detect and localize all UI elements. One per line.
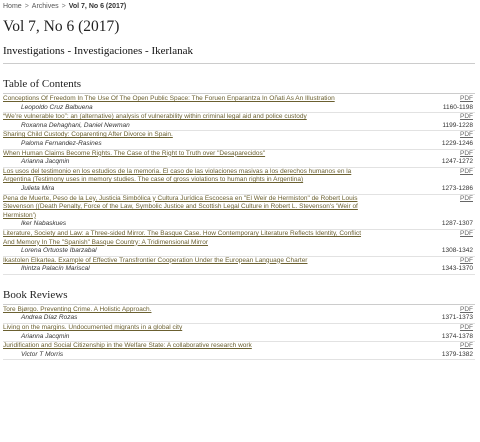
article-title-link[interactable]: Ikastolen Elkartea. Example of Effective Transfrontier Cooperation Under the European Language Charter	[3, 256, 308, 264]
article-authors: Andrea Díaz Rozas	[21, 314, 78, 322]
galley-cell	[413, 230, 475, 247]
pdf-galley-link[interactable]: PDF	[460, 113, 473, 121]
breadcrumb-archives-link[interactable]: Archives	[31, 3, 59, 10]
pdf-galley-link[interactable]: PDF	[460, 149, 473, 157]
article-title-link[interactable]: Literature, Society and Law: a Three-sided Mirror. The Basque Case. How Contemporary Literature Reflects Identity, Conflict And Memory In The "Spanish" Basque Country: A Tridimensional Mirror	[3, 229, 362, 246]
article-authors: Paloma Fernandez-Rasines	[21, 139, 102, 147]
article-pages: 1160-1198	[442, 103, 473, 111]
galley-cell	[413, 324, 475, 333]
article-authors: Roxanna Dehaghani, Daniel Newman	[21, 121, 130, 129]
article-pages: 1308-1342	[441, 247, 473, 255]
article-authors: Ihintza Palacín Mariscal	[21, 265, 90, 273]
article-divider	[3, 359, 475, 360]
article-title-cell	[3, 113, 363, 122]
article-authors: Arianna Jacqmin	[21, 332, 70, 340]
article-title-link[interactable]: Sharing Child Custody: Coparenting After Divorce in Spain.	[3, 131, 173, 139]
article-title-cell	[3, 230, 363, 247]
galley-cell	[413, 257, 475, 266]
pdf-galley-link[interactable]: PDF	[460, 229, 473, 237]
breadcrumb	[3, 1, 475, 13]
article-title-link[interactable]: Juridification and Social Citizenship in the Welfare State: A collaborative research work	[3, 342, 252, 350]
galley-cell	[413, 95, 475, 104]
section-heading: Table of Contents	[3, 78, 82, 90]
galley-cell	[413, 306, 475, 315]
pdf-galley-link[interactable]: PDF	[460, 131, 473, 139]
galley-cell	[413, 168, 475, 185]
section-divider	[3, 304, 475, 305]
article-authors: Victor T Morris	[21, 350, 64, 358]
header-divider	[3, 63, 475, 64]
section-divider	[3, 93, 475, 94]
article-entry	[3, 230, 475, 256]
article-title-cell	[3, 257, 363, 266]
article-title-cell	[3, 95, 363, 104]
article-pages: 1287-1307	[441, 220, 473, 228]
article-pages: 1199-1228	[442, 121, 473, 129]
article-title-link[interactable]: Conceptions Of Freedom In The Use Of The Open Public Space: The Foruen Enparantza In Oñati As An Illustration	[3, 95, 335, 102]
article-title-cell	[3, 195, 363, 221]
article-authors: Arianna Jacqmin	[21, 158, 70, 166]
article-entry	[3, 306, 475, 323]
section-heading: Book Reviews	[3, 288, 68, 301]
article-title-cell	[3, 306, 363, 315]
issue-subtitle: Investigations - Investigaciones - Ikerlanak	[3, 45, 193, 57]
page-content	[3, 0, 475, 360]
galley-cell	[413, 113, 475, 122]
breadcrumb-home-link[interactable]: Home	[3, 3, 22, 10]
galley-cell	[413, 150, 475, 159]
pdf-galley-link[interactable]: PDF	[460, 305, 473, 313]
article-entry	[3, 95, 475, 112]
breadcrumb-separator: >	[61, 3, 66, 10]
breadcrumb-current: Vol 7, No 6 (2017)	[68, 3, 127, 10]
article-entry	[3, 324, 475, 341]
article-title-link[interactable]: Living on the margins. Undocumented migrants in a global city	[3, 324, 183, 332]
article-authors: Leopoldo Cruz Balbuena	[21, 103, 93, 111]
article-title-link[interactable]: “We’re vulnerable too”: an (alternative) analysis of vulnerability within criminal legal aid and police custody	[3, 113, 307, 121]
article-title-cell	[3, 131, 363, 140]
article-authors: Iker Nabaskues	[21, 220, 67, 228]
article-entry	[3, 195, 475, 229]
article-entry	[3, 168, 475, 194]
article-title-link[interactable]: Los usos del testimonio en los estudios de la memoria. El caso de las violaciones masivas a los derechos humanos en la Argentina (Testimony uses in memory studies. The case of gross violations to human rights in Argentina)	[3, 167, 352, 184]
article-title-cell	[3, 150, 363, 159]
galley-cell	[413, 131, 475, 140]
article-title-cell	[3, 168, 363, 185]
galley-cell	[413, 195, 475, 221]
article-entry	[3, 342, 475, 359]
article-title-link[interactable]: Tore Bjørgo. Preventing Crime. A Holistic Approach.	[3, 305, 152, 313]
article-entry	[3, 113, 475, 130]
article-pages: 1374-1378	[441, 332, 473, 340]
article-authors: Lorena Ortuoste Ibarzabal	[21, 247, 97, 255]
sections-container	[3, 77, 475, 360]
pdf-galley-link[interactable]: PDF	[460, 256, 473, 264]
article-pages: 1247-1272	[441, 158, 473, 166]
article-pages: 1379-1382	[441, 350, 473, 358]
article-entry	[3, 257, 475, 274]
pdf-galley-link[interactable]: PDF	[460, 194, 473, 202]
article-pages: 1273-1286	[441, 184, 473, 192]
article-entry	[3, 150, 475, 167]
article-title-link[interactable]: When Human Claims Become Rights. The Case of the Right to Truth over "Desaparecidos"	[3, 149, 266, 157]
breadcrumb-separator: >	[24, 3, 29, 10]
article-divider	[3, 274, 475, 275]
article-authors: Julieta Mira	[21, 184, 55, 192]
article-pages: 1371-1373	[441, 314, 473, 322]
pdf-galley-link[interactable]: PDF	[460, 324, 473, 332]
article-title-cell	[3, 324, 363, 333]
galley-cell	[413, 342, 475, 351]
pdf-galley-link[interactable]: PDF	[460, 342, 473, 350]
article-entry	[3, 131, 475, 148]
article-title-cell	[3, 342, 363, 351]
pdf-galley-link[interactable]: PDF	[460, 167, 473, 175]
pdf-galley-link[interactable]: PDF	[460, 95, 473, 102]
article-pages: 1229-1246	[441, 139, 473, 147]
article-pages: 1343-1370	[441, 265, 473, 273]
issue-title: Vol 7, No 6 (2017)	[3, 18, 120, 35]
article-title-link[interactable]: Pena de Muerte, Peso de la Ley, Justicia Simbólica y Cultura Jurídica Escocesa en "El Weir de Hermiston" de Robert Louis Stevenson ((Death Penalty, Force of the Law, Symbolic Justice and Scottish Legal Culture in Robert L. Stevenson's 'Weir of Hermiston')	[3, 194, 358, 219]
